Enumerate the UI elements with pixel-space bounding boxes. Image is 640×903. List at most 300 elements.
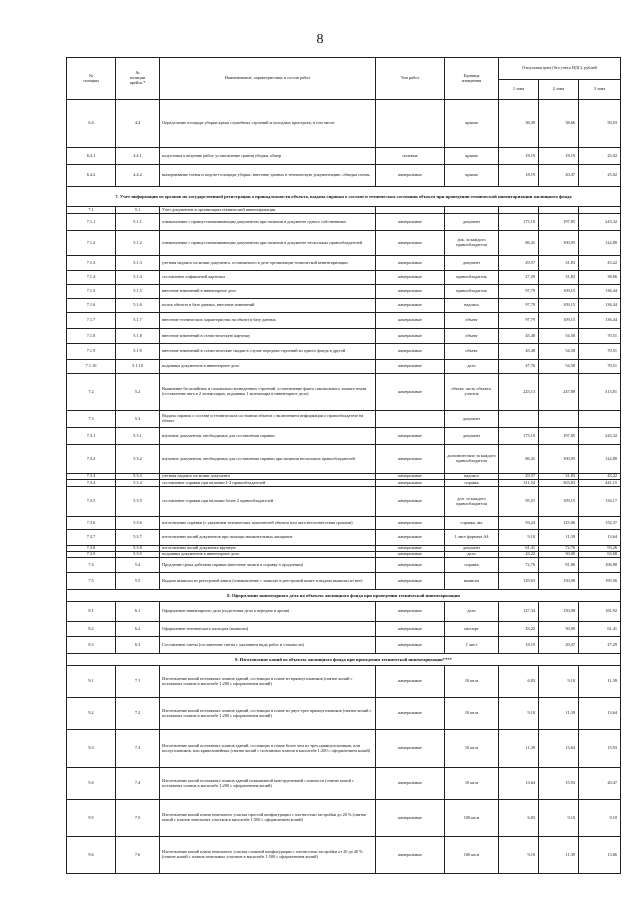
unit-cell: справка [445,480,499,487]
zone1-price-cell: 9,10 [499,698,539,730]
zone2-price-cell: 31,83 [539,271,579,285]
work-type-cell: камеральные [376,231,445,256]
table-row [67,207,621,214]
unit-cell: крыша [445,165,499,187]
unit-cell: дополнительно за каждого правообладателя [445,445,499,474]
work-type-cell: камеральные [376,374,445,411]
zone1-price-cell: 11,39 [499,730,539,768]
unit-cell: дело [445,552,499,558]
zone2-price-cell: 50,00 [539,552,579,558]
zone3-price-cell: 122,80 [579,231,621,256]
unit-cell: 100 кв.м [445,837,499,874]
table-row [67,411,621,428]
header-zone-2: 2 зона [539,80,579,100]
zone1-price-cell: 13,64 [499,768,539,800]
zone2-price-cell: 15,93 [539,768,579,800]
zone3-price-cell: 13,66 [579,837,621,874]
description-cell: ознакомление с правоустанавливающим документом при наличии в документе одного собственника [160,214,376,231]
table-row [67,837,621,874]
zone1-price-cell: 27,29 [499,271,539,285]
position-cell: 9.1 [67,666,116,698]
zone1-price-cell: 97,79 [499,299,539,313]
zone3-price-cell: 441,15 [579,480,621,487]
table-row [67,517,621,530]
price-list-cell: 5.3.4 [116,480,160,487]
section-row [67,654,621,666]
work-type-cell: камеральные [376,546,445,552]
table-row [67,214,621,231]
zone1-price-cell: 6,83 [499,666,539,698]
description-cell: Выдача справок о составе и техническом состоянии объекта с включением информации о правообладателе на объект [160,411,376,428]
position-cell: 7.1.2 [67,231,116,256]
price-list-cell: 5.1.1 [116,214,160,231]
work-type-cell: камеральные [376,165,445,187]
price-list-cell: 4.4.2 [116,165,160,187]
zone3-price-cell: 70,51 [579,344,621,360]
description-cell: внесение технических характеристик на объект в базу данных [160,313,376,329]
description-cell: изготовление справки (с указанием технических показателей объекта или акта несоответствия сроками) [160,517,376,530]
zone2-price-cell [539,207,579,214]
unit-cell: документ [445,256,499,271]
zone3-price-cell: 136,44 [579,299,621,313]
table-row [67,299,621,313]
description-cell: подшивка документов в инвентарное дело [160,552,376,558]
zone2-price-cell: 150,08 [539,573,579,590]
price-list-cell: 7.4 [116,768,160,800]
description-cell: Изготовление копий поэтажных планов зданий, состоящих в плане из двух-трех прямоугольников (снятие копий с поэтажных планов в масштабе 1:200 с оформлением копий) [160,698,376,730]
price-list-cell: 5.3 [116,411,160,428]
zone3-price-cell: 20,47 [579,768,621,800]
price-list-cell: 7.5 [116,800,160,837]
unit-cell: дело [445,360,499,374]
work-type-cell: камеральные [376,768,445,800]
position-cell: 7.3.6 [67,517,116,530]
work-type-cell: камеральные [376,637,445,654]
unit-cell: 10 кв.м [445,730,499,768]
section-title: 9. Изготовление копий из объекты жилищного фонда при проведении технической инвентаризации**** [67,654,621,666]
header-price-list-position: № позиции прейск.* [116,58,160,100]
position-cell: 8.2 [67,622,116,637]
work-type-cell: полевые [376,148,445,165]
description-cell: составление справки при наличии более 2 правообладателей [160,487,376,517]
zone2-price-cell: 197,85 [539,214,579,231]
description-cell: внесение изменений в инвентарное дело [160,285,376,299]
price-table [66,57,621,874]
unit-cell [445,207,499,214]
unit-cell: документ [445,428,499,445]
unit-cell: доп. за каждого правообладателя [445,487,499,517]
unit-cell: объект, часть объекта, участок [445,374,499,411]
zone3-price-cell [579,411,621,428]
table-row [67,148,621,165]
zone3-price-cell: 61,41 [579,622,621,637]
zone1-price-cell: 97,79 [499,285,539,299]
unit-cell: документ [445,214,499,231]
table-row [67,165,621,187]
position-cell: 9.5 [67,800,116,837]
zone2-price-cell: 100,05 [539,231,579,256]
work-type-cell: камеральные [376,837,445,874]
zone3-price-cell: 15,93 [579,730,621,768]
position-cell: 7.3.2 [67,445,116,474]
table-row [67,313,621,329]
zone3-price-cell: 9,10 [579,800,621,837]
work-type-cell: камеральные [376,530,445,546]
position-cell: 6.4.1 [67,148,116,165]
unit-cell: объект [445,329,499,344]
work-type-cell: камеральные [376,445,445,474]
zone3-price-cell: 152,37 [579,517,621,530]
description-cell: Изготовление копий плана земельного участка сложной конфигурации с плотностью застройки от 20 до 40 % (снятие копий с планов земельных участков в масштабе 1:500 с оформлением копий) [160,837,376,874]
work-type-cell: камеральные [376,517,445,530]
table-row [67,344,621,360]
table-row [67,256,621,271]
zone1-price-cell: 43,22 [499,622,539,637]
unit-cell: паспорт [445,622,499,637]
zone2-price-cell: 125,06 [539,517,579,530]
zone2-price-cell: 72,76 [539,546,579,552]
zone3-price-cell: 93,26 [579,546,621,552]
table-row [67,487,621,517]
work-type-cell: камеральные [376,360,445,374]
table-row [67,698,621,730]
header-description: Наименование, характеристики и состав работ [160,58,376,100]
position-cell: 7.3.5 [67,487,116,517]
price-list-cell: 5.5 [116,573,160,590]
description-cell: Составление сметы (составление сметы с указанием вида работ и стоимости) [160,637,376,654]
position-cell: 7.1.10 [67,360,116,374]
price-list-cell: 7.1 [116,666,160,698]
description-cell: Изготовление копий поэтажных планов зданий повышенной конструктивной сложности (снятие копий с поэтажных планов в масштабе 1:200 с оформлением копий) [160,768,376,800]
zone2-price-cell: 31,83 [539,256,579,271]
zone1-price-cell: 86,41 [499,445,539,474]
zone1-price-cell: 18,19 [499,637,539,654]
position-cell: 7.1.3 [67,256,116,271]
work-type-cell: камеральные [376,487,445,517]
position-cell: 6.4 [67,100,116,148]
header-position: № позиции [67,58,116,100]
description-cell: составление справки при наличии 1-2 правообладателей [160,480,376,487]
price-list-cell: 6.2 [116,622,160,637]
table-row [67,428,621,445]
unit-cell: справка [445,558,499,573]
position-cell: 7.3.3 [67,474,116,480]
description-cell: поиск объекта в базе данных, внесение изменений [160,299,376,313]
work-type-cell: камеральные [376,480,445,487]
zone3-price-cell: 106,88 [579,558,621,573]
work-type-cell: камеральные [376,474,445,480]
unit-cell: 10 кв.м [445,768,499,800]
description-cell: внесение изменений в статистические сводки в случае передачи строений из одного фонда в другой [160,344,376,360]
position-cell: 8.1 [67,602,116,622]
price-list-cell: 7.2 [116,698,160,730]
unit-cell: 1 лист [445,637,499,654]
table-row [67,558,621,573]
zone1-price-cell: 6,83 [499,800,539,837]
zone2-price-cell [539,411,579,428]
price-list-cell: 5.1.3 [116,256,160,271]
unit-cell: выписка [445,573,499,590]
zone2-price-cell: 247,88 [539,374,579,411]
table-row [67,730,621,768]
work-type-cell: камеральные [376,344,445,360]
position-cell: 9.4 [67,768,116,800]
zone1-price-cell: 311,54 [499,480,539,487]
zone1-price-cell: 175,10 [499,214,539,231]
zone1-price-cell: 29,57 [499,474,539,480]
unit-cell: документ [445,546,499,552]
zone2-price-cell: 13,64 [539,730,579,768]
price-list-cell: 5.1.2 [116,231,160,256]
section-title: 8. Оформление инвентарного дела на объекты жилищного фонда при проведении технической инвентаризации [67,590,621,602]
work-type-cell: камеральные [376,666,445,698]
work-type-cell: камеральные [376,329,445,344]
table-row [67,360,621,374]
unit-cell: док. за каждого правообладателя [445,231,499,256]
work-type-cell: камеральные [376,214,445,231]
zone1-price-cell: 97,79 [499,313,539,329]
price-list-cell: 5.3.9 [116,552,160,558]
unit-cell: крыша [445,148,499,165]
price-list-cell: 5.3.8 [116,546,160,552]
zone2-price-cell: 81,86 [539,558,579,573]
price-list-cell: 5.1.9 [116,344,160,360]
description-cell: подготовка к ведению работ, установление границ уборки, обмер [160,148,376,165]
zone1-price-cell: 9,10 [499,530,539,546]
zone2-price-cell: 11,39 [539,530,579,546]
zone2-price-cell: 54,58 [539,360,579,374]
work-type-cell: камеральные [376,730,445,768]
price-list-cell: 5.1 [116,207,160,214]
table-row [67,480,621,487]
work-type-cell: камеральные [376,313,445,329]
work-type-cell: камеральные [376,800,445,837]
zone2-price-cell: 11,39 [539,698,579,730]
zone3-price-cell: 11,39 [579,666,621,698]
zone1-price-cell: 47,76 [499,360,539,374]
work-type-cell: камеральные [376,698,445,730]
zone1-price-cell: 86,41 [499,231,539,256]
price-list-cell: 6.1 [116,602,160,622]
zone2-price-cell: 20,47 [539,165,579,187]
table-row [67,271,621,285]
unit-cell: 10 кв.м [445,666,499,698]
zone1-price-cell: 72,76 [499,558,539,573]
table-row [67,374,621,411]
zone1-price-cell: 225,13 [499,374,539,411]
zone3-price-cell: 181,92 [579,602,621,622]
position-cell: 7.1.8 [67,329,116,344]
work-type-cell: камеральные [376,256,445,271]
zone2-price-cell: 109,15 [539,285,579,299]
zone2-price-cell: 109,15 [539,487,579,517]
zone2-price-cell: 54,58 [539,329,579,344]
zone3-price-cell: 13,64 [579,698,621,730]
price-list-cell: 5.4 [116,558,160,573]
work-type-cell [376,207,445,214]
work-type-cell: камеральные [376,602,445,622]
zone1-price-cell: 45,48 [499,329,539,344]
position-cell: 7.1.5 [67,285,116,299]
table-row [67,573,621,590]
price-list-cell: 5.3.7 [116,530,160,546]
header-work-type: Тип работ [376,58,445,100]
price-list-cell: 5.1.7 [116,313,160,329]
position-cell: 7.1.1 [67,214,116,231]
zone3-price-cell: 122,80 [579,445,621,474]
zone2-price-cell: 20,47 [539,637,579,654]
position-cell: 9.2 [67,698,116,730]
zone2-price-cell: 54,58 [539,344,579,360]
zone1-price-cell: 9,10 [499,837,539,874]
description-cell: Продление срока действия справки (внесение записи в справку о продлении) [160,558,376,573]
zone2-price-cell: 11,39 [539,837,579,874]
table-row [67,637,621,654]
description-cell: изучение документов, необходимых для составления справки при наличии нескольких правообладателей [160,445,376,474]
description-cell: ознакомление с правоустанавливающим документом при наличии в документе нескольких правообладателей [160,231,376,256]
zone3-price-cell: 243,32 [579,428,621,445]
zone1-price-cell: 127,34 [499,602,539,622]
table-row [67,530,621,546]
unit-cell: надпись [445,474,499,480]
description-cell: Изготовление копий поэтажных планов зданий, состоящих в плане более чем из трех прямоугольников, или косоугольников, или криволинейных (снятие копий с поэтажных планов в масштабе 1:200 с оформлением копий) [160,730,376,768]
zone1-price-cell [499,207,539,214]
zone2-price-cell: 38,66 [539,100,579,148]
unit-cell: справка, акт [445,517,499,530]
position-cell: 7.3.7 [67,530,116,546]
position-cell: 9.6 [67,837,116,874]
work-type-cell: камеральные [376,285,445,299]
zone2-price-cell: 150,08 [539,602,579,622]
unit-cell: надпись [445,299,499,313]
zone3-price-cell: 27,29 [579,637,621,654]
zone3-price-cell: 38,66 [579,271,621,285]
zone2-price-cell: 197,85 [539,428,579,445]
position-cell: 7.3.1 [67,428,116,445]
price-list-cell: 5.3.2 [116,445,160,474]
zone1-price-cell: 93,24 [499,517,539,530]
table-row [67,602,621,622]
description-cell: внесение изменений в статистическую карточку [160,329,376,344]
position-cell: 7.1.7 [67,313,116,329]
description-cell: Оформление технического паспорта (выписки) [160,622,376,637]
zone3-price-cell: 13,64 [579,530,621,546]
zone2-price-cell: 100,05 [539,445,579,474]
position-cell: 7.4 [67,558,116,573]
price-list-cell: 5.1.6 [116,299,160,313]
zone3-price-cell: 134,17 [579,487,621,517]
zone1-price-cell: 43,22 [499,552,539,558]
header-unit: Единица измерения [445,58,499,100]
description-cell: вычерчивание схемы и подсчет площади уборки, внесение данных в техническую документацию, обводка схемы [160,165,376,187]
work-type-cell: камеральные [376,573,445,590]
zone1-price-cell: 129,63 [499,573,539,590]
unit-cell: 100 кв.м [445,800,499,837]
price-list-cell: 5.1.8 [116,329,160,344]
work-type-cell: камеральные [376,299,445,313]
header-price-group: Отпускная цена (без учета НДС), рублей [499,58,621,80]
work-type-cell: камеральные [376,428,445,445]
position-cell: 6.4.2 [67,165,116,187]
section-title: 7. Учет информации из органов по государственной регистрации о принадлежности объекта, выдача справки о составе и техническом состоянии объекта при проведении технической инвентаризации жилищного фонда [67,187,621,207]
price-list-cell: 5.2 [116,374,160,411]
position-cell: 7.5 [67,573,116,590]
table-row [67,800,621,837]
zone1-price-cell: 18,19 [499,165,539,187]
zone2-price-cell: 31,83 [539,474,579,480]
price-list-cell: 5.1.5 [116,285,160,299]
section-row [67,187,621,207]
description-cell: Учет документов в организации технической инвентаризации [160,207,376,214]
zone1-price-cell: 61,41 [499,546,539,552]
position-cell: 7.3 [67,411,116,428]
table-row [67,622,621,637]
zone1-price-cell [499,411,539,428]
unit-cell: дело [445,602,499,622]
zone3-price-cell: 136,44 [579,285,621,299]
price-list-cell: 7.6 [116,837,160,874]
zone3-price-cell: 136,44 [579,313,621,329]
table-row [67,666,621,698]
description-cell: Оформление инвентарного дела (подготовка дела к передаче в архив) [160,602,376,622]
table-row [67,445,621,474]
price-list-cell: 5.1.10 [116,360,160,374]
table-row [67,231,621,256]
work-type-cell: камеральные [376,552,445,558]
zone3-price-cell: 63,68 [579,552,621,558]
zone1-price-cell: 36,39 [499,100,539,148]
position-cell: 7.3.8 [67,546,116,552]
unit-cell: правообладатель [445,285,499,299]
description-cell: составление алфавитной карточки [160,271,376,285]
description-cell: Определение площади уборки крыш служебных строений и холодных пристроек, в том числе: [160,100,376,148]
table-body [67,100,621,874]
description-cell: учетная надпись на копии документа [160,474,376,480]
unit-cell: 10 кв.м [445,698,499,730]
zone3-price-cell: 25,02 [579,165,621,187]
work-type-cell: камеральные [376,558,445,573]
description-cell: учетная надпись на копии документа, оставляемого в деле организации технической инвентаризации [160,256,376,271]
work-type-cell: камеральные [376,622,445,637]
description-cell: Изготовление копий плана земельного участка простой конфигурации с плотностью застройки до 20 % (снятие копий с планов земельных участков в масштабе 1:500 с оформлением копий) [160,800,376,837]
header-zone-3: 3 зона [579,80,621,100]
unit-cell: крыша [445,100,499,148]
zone2-price-cell: 18,19 [539,148,579,165]
work-type-cell: камеральные [376,271,445,285]
zone1-price-cell: 95,51 [499,487,539,517]
zone3-price-cell: 243,32 [579,214,621,231]
price-list-cell: 4.4 [116,100,160,148]
zone1-price-cell: 45,48 [499,344,539,360]
price-list-cell: 6.3 [116,637,160,654]
position-cell: 7.1.9 [67,344,116,360]
zone3-price-cell: 25,02 [579,148,621,165]
page-number: 8 [316,32,324,47]
zone2-price-cell: 109,15 [539,299,579,313]
description-cell: Выдача выписки из реестровой книги (ознакомление с записью в реестровой книге и выдача выписки из нее) [160,573,376,590]
unit-cell: объект [445,344,499,360]
section-row [67,590,621,602]
table-row [67,100,621,148]
description-cell: изготовление копий документов при помощи множительных аппаратов [160,530,376,546]
price-list-cell: 7.3 [116,730,160,768]
zone2-price-cell: 363,83 [539,480,579,487]
zone2-price-cell: 9,10 [539,800,579,837]
zone3-price-cell: 43,22 [579,474,621,480]
table-row [67,329,621,344]
position-cell: 7.3.4 [67,480,116,487]
unit-cell: документ [445,411,499,428]
